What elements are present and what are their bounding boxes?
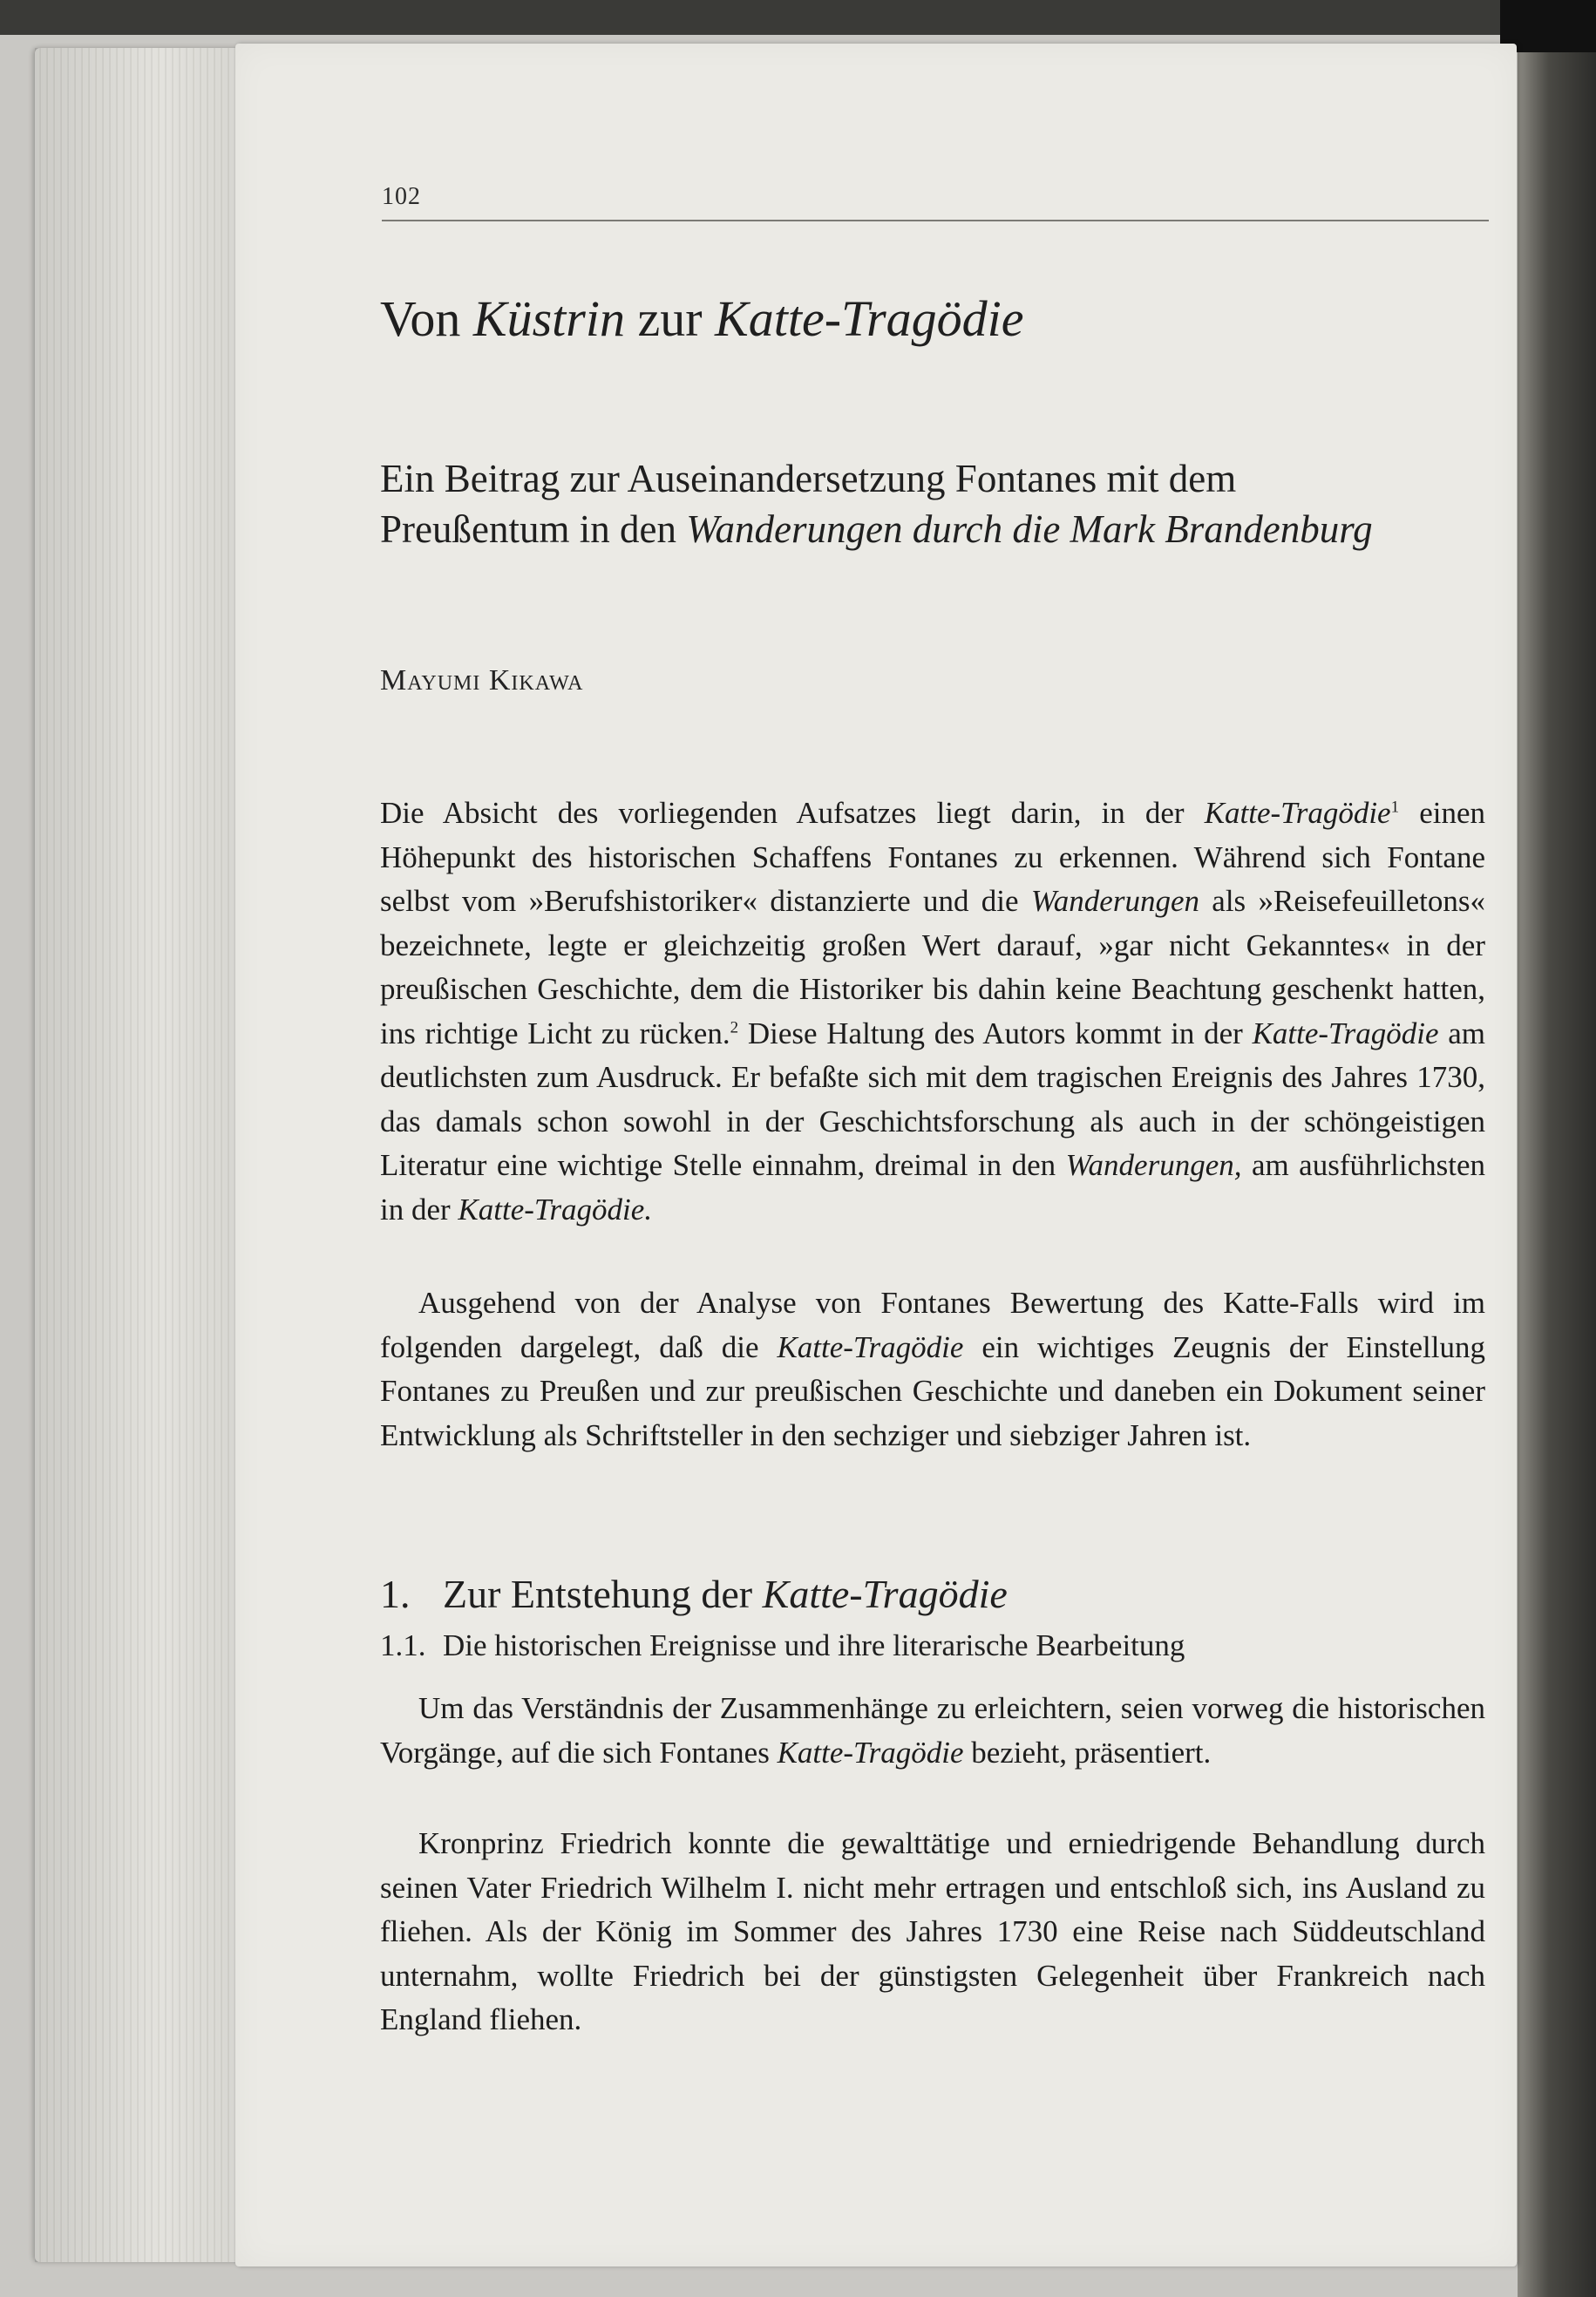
- work-title: Katte-Tragödie: [777, 1329, 964, 1364]
- work-title: Katte-Tragödie: [777, 1735, 964, 1770]
- section-heading-1-1: [380, 1628, 1185, 1663]
- text-run: Kronprinz Friedrich konnte die gewalttätige und erniedrigende Behandlung durch seinen Vater Friedrich Wilhelm I. nicht mehr ertragen und entschloß sich, ins Ausland zu fliehen. Als der König im Sommer des Jahres 1730 eine Reise nach Süddeutschland unternahm, wollte Friedrich bei der günstigsten Gelegenheit über Frankreich nach England fliehen.: [380, 1826, 1485, 2036]
- text-run: Die Absicht des vorliegenden Aufsatzes liegt darin, in der: [380, 796, 1205, 830]
- text-run: Diese Haltung des Autors kommt in der: [738, 1016, 1253, 1050]
- text-run: bezieht, präsentiert.: [963, 1735, 1212, 1770]
- work-title: Katte-Tragödie.: [458, 1192, 653, 1227]
- text-run: als »Reisefeuilletons« bezeichnete, legte er gleichzeitig großen Wert darauf, »gar nicht Gekanntes« in der preußischen Geschichte, dem die Historiker bis dahin keine Beachtung geschenkt hatten, ins richtige Licht zu rücken.: [380, 884, 1485, 1050]
- text-run: am ausführlichsten in der: [380, 1148, 1485, 1227]
- text-run: Ausgehend von der Analyse von Fontanes Bewertung des Katte-Falls wird im folgenden dargelegt, daß die: [380, 1286, 1485, 1364]
- author-name: Mayumi Kikawa: [380, 664, 584, 697]
- page-number: 102: [382, 183, 421, 210]
- scanner-background-top: [0, 0, 1596, 35]
- paragraph-3: [380, 1687, 1485, 1775]
- work-title: Wanderungen: [1030, 884, 1199, 918]
- section-number: 1.1.: [380, 1628, 426, 1662]
- subtitle-text: Ein Beitrag zur Auseinandersetzung Fontanes mit dem Preußentum in den: [380, 457, 1237, 551]
- book-page: [235, 44, 1517, 2266]
- text-run: ein wichtiges Zeugnis der Einstellung Fontanes zu Preußen und zur preußischen Geschichte und daneben ein Dokument seiner Entwicklung als Schriftsteller in den sechziger und siebziger Jahren ist.: [380, 1329, 1485, 1452]
- title-middle: zur: [624, 290, 716, 347]
- text-run: am deutlichsten zum Ausdruck. Er befaßte sich mit dem tragischen Ereignis des Jahres 1730, das damals schon sowohl in der Geschichtsforschung als auch in der schöngeistigen Literatur eine wichtige Stelle einnahm, dreimal in den: [380, 1016, 1485, 1182]
- article-title: [380, 289, 1024, 348]
- page-edges-shade: [35, 48, 244, 2262]
- section-title: Die historischen Ereignisse und ihre literarische Bearbeitung: [443, 1628, 1185, 1662]
- paragraph-2: [380, 1281, 1485, 1458]
- footnote-marker: 1: [1390, 798, 1400, 817]
- section-number: 1.: [380, 1572, 411, 1616]
- scanner-background-right: [1518, 0, 1596, 2297]
- title-work: Katte-Tragödie: [715, 290, 1024, 347]
- work-title: Wanderungen,: [1065, 1148, 1242, 1182]
- article-subtitle: [380, 453, 1426, 554]
- text-run: einen Höhepunkt des historischen Schaffens Fontanes zu erkennen. Während sich Fontane selbst vom »Berufshistoriker« distanzierte und die: [380, 796, 1485, 918]
- section-title: Zur Entstehung der: [443, 1572, 763, 1616]
- work-title: Katte-Tragödie: [1204, 796, 1391, 830]
- paragraph-4: [380, 1822, 1485, 2042]
- text-run: Um das Verständnis der Zusammenhänge zu erleichtern, seien vorweg die historischen Vorgänge, auf die sich Fontanes: [380, 1691, 1485, 1770]
- footnote-marker: 2: [730, 1017, 739, 1036]
- paragraph-1: [380, 792, 1485, 1232]
- work-title: Katte-Tragödie: [1252, 1016, 1439, 1050]
- section-heading-1: [380, 1571, 1008, 1617]
- header-rule: [382, 220, 1489, 221]
- section-title-work: Katte-Tragödie: [762, 1572, 1008, 1616]
- title-place: Küstrin: [472, 290, 625, 347]
- running-head: [382, 183, 1489, 211]
- subtitle-work: Wanderungen durch die Mark Brandenburg: [686, 507, 1373, 551]
- title-prefix: Von: [380, 290, 473, 347]
